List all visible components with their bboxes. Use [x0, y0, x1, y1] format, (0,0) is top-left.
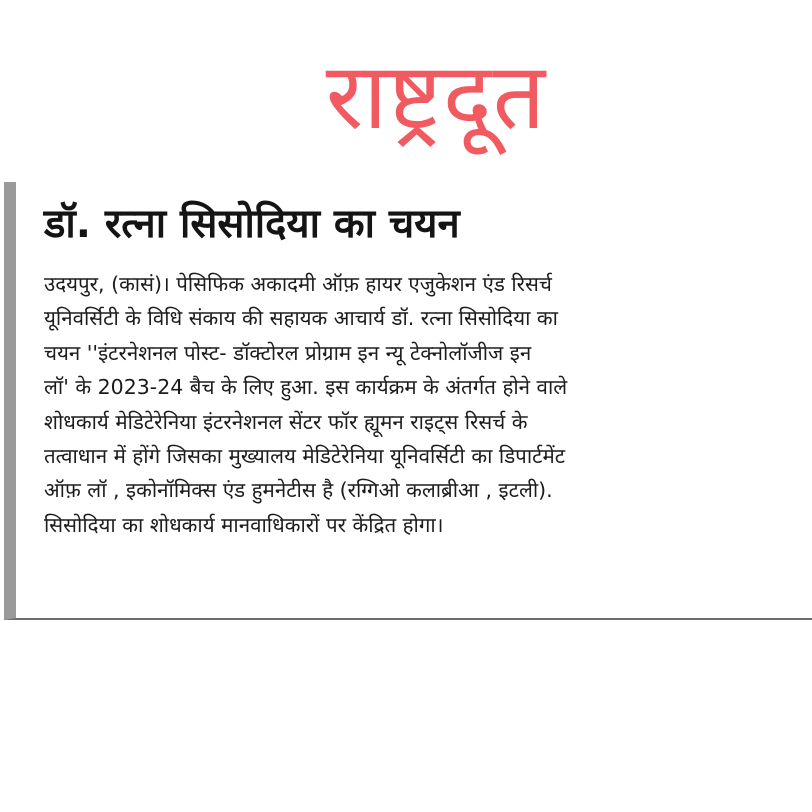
article-line-2: यूनिवर्सिटी के विधि संकाय की सहायक आचार्य डॉ. रत्ना सिसोदिया का [44, 306, 558, 331]
article-line-3: चयन ''इंटरनेशनल पोस्ट- डॉक्टोरल प्रोग्राम इन न्यू टेक्नोलॉजीज इन [44, 340, 532, 365]
article-line-7: ऑफ़ लॉ , इकोनॉमिक्स एंड हुमनेटीस है (रग्गिओ कलाब्रीआ , इटली). [44, 478, 553, 503]
article-headline: डॉ. रत्ना सिसोदिया का चयन [44, 201, 460, 247]
article-line-4: लॉ' के 2023-24 बैच के लिए हुआ. इस कार्यक्रम के अंतर्गत होने वाले [44, 375, 568, 400]
article-line-6: तत्वाधान में होंगे जिसका मुख्यालय मेडिटेरेनिया यूनिवर्सिटी का डिपार्टमेंट [44, 443, 566, 468]
news-clipping [4, 182, 812, 620]
article-line-1: उदयपुर, (कासं)। पेसिफिक अकादमी ऑफ़ हायर एजुकेशन एंड रिसर्च [44, 272, 552, 296]
article-line-5: शोधकार्य मेडिटेरेनिया इंटरनेशनल सेंटर फॉर ह्यूमन राइट्स रिसर्च के [44, 409, 528, 434]
article-line-8: सिसोदिया का शोधकार्य मानवाधिकारों पर केंद्रित होगा। [44, 512, 444, 537]
newspaper-masthead: राष्ट्रदूत [325, 43, 547, 150]
article-body [44, 267, 812, 542]
